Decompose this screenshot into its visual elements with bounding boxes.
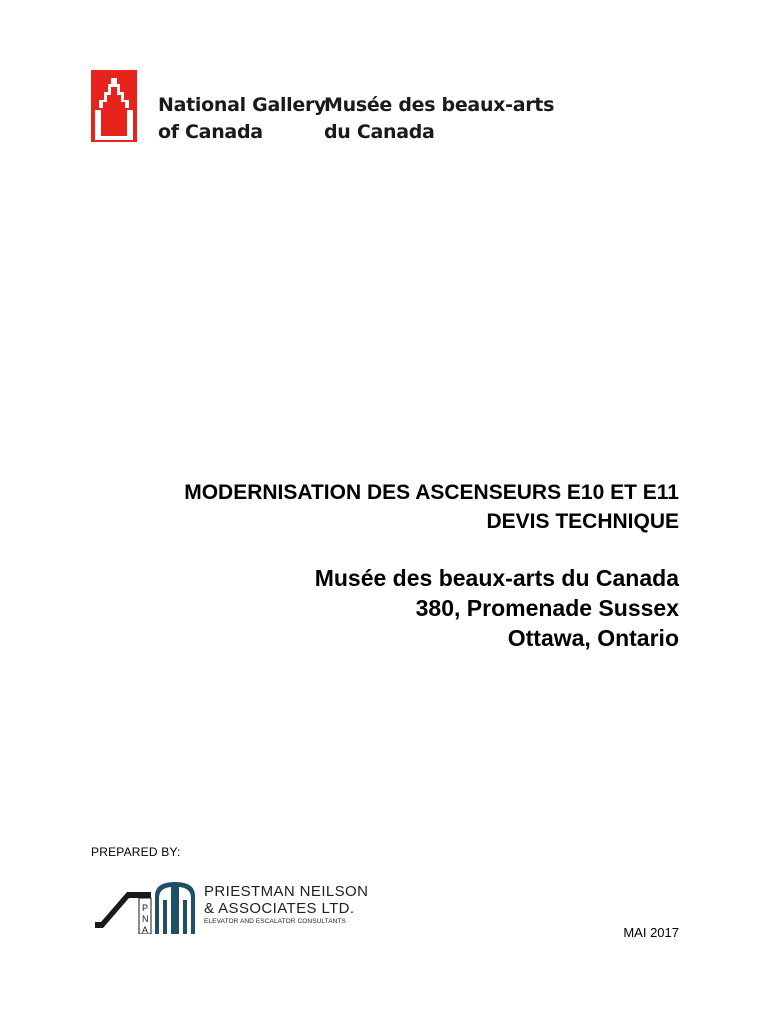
consultant-logo: [93, 878, 373, 934]
escalator-elevator-icon: [93, 878, 201, 934]
mark-letter-a: A: [142, 925, 149, 934]
title-line2: DEVIS TECHNIQUE: [486, 510, 679, 533]
gallery-name-fr-line2: du Canada: [324, 121, 435, 143]
title-line1: MODERNISATION DES ASCENSEURS E10 ET E11: [184, 481, 679, 504]
address-line1: Musée des beaux-arts du Canada: [314, 565, 679, 591]
consultant-name-line2: & ASSOCIATES LTD.: [204, 900, 355, 917]
consultant-name: [204, 883, 368, 927]
mark-letter-n: N: [142, 914, 149, 924]
gallery-building-icon: [91, 70, 137, 142]
consultant-tagline: ELEVATOR AND ESCALATOR CONSULTANTS: [204, 918, 346, 925]
address-line2: 380, Promenade Sussex: [415, 595, 679, 621]
gallery-name-en-line1: National Gallery: [158, 94, 327, 116]
prepared-by-label: PREPARED BY:: [91, 845, 181, 859]
gallery-logo: [91, 70, 555, 145]
address-line3: Ottawa, Ontario: [507, 625, 679, 651]
consultant-name-line1: PRIESTMAN NEILSON: [204, 883, 369, 900]
document-date: MAI 2017: [623, 925, 679, 940]
document-title: [184, 478, 679, 536]
gallery-name-en: [158, 92, 326, 146]
mark-letter-p: P: [142, 903, 149, 913]
gallery-name-fr-line1: Musée des beaux-arts: [324, 94, 555, 116]
project-address: [315, 563, 679, 653]
gallery-name-en-line2: of Canada: [158, 121, 263, 143]
gallery-name-fr: [324, 92, 554, 146]
